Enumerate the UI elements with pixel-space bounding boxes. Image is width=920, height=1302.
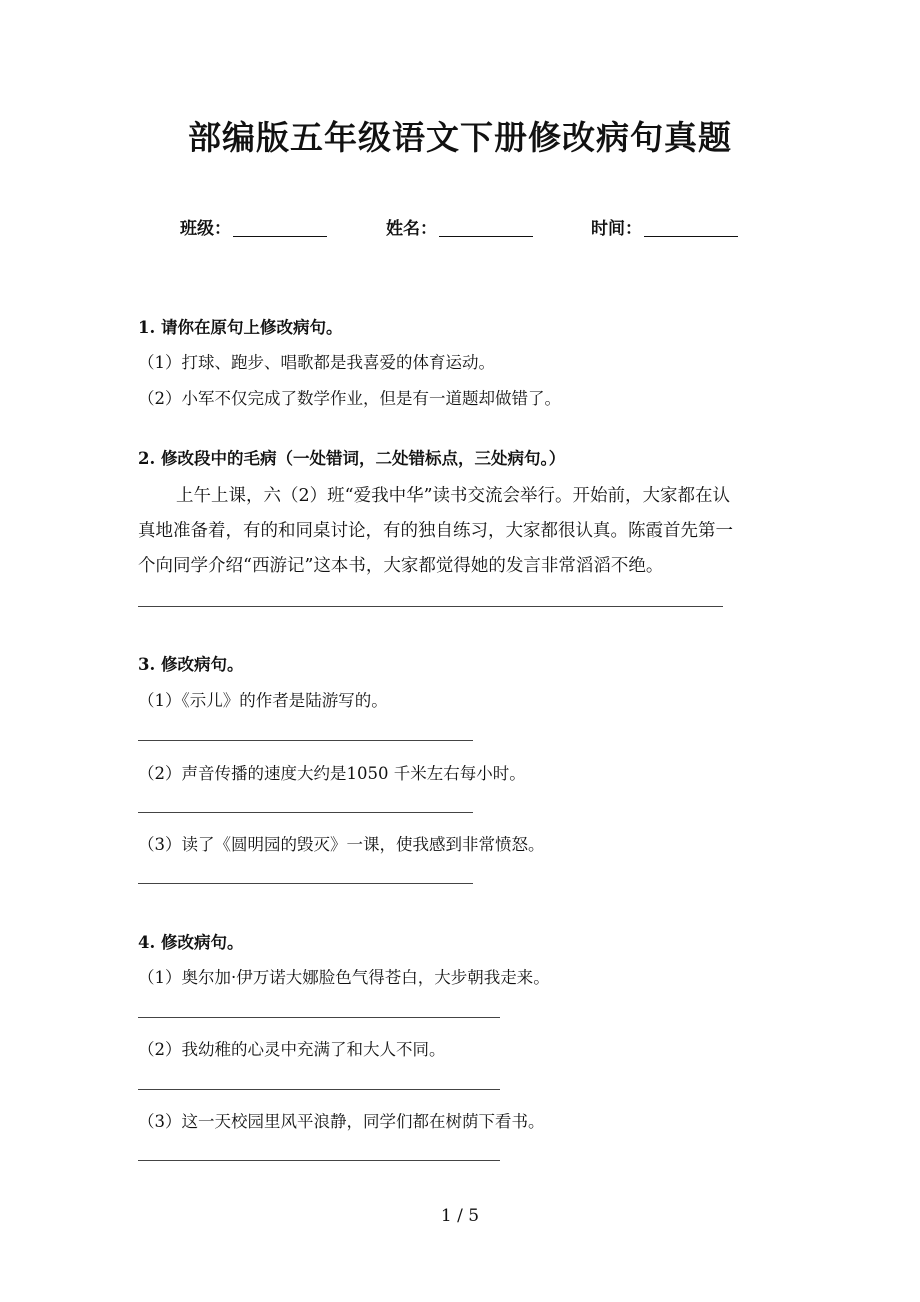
- class-label: 班级：: [180, 219, 231, 239]
- question-4-answer-line-3[interactable]: [138, 1160, 500, 1161]
- question-2-paragraph-line-1: 上午上课，六（2）班“爱我中华”读书交流会举行。开始前，大家都在认: [176, 486, 731, 506]
- question-4-item-3: （3）这一天校园里风平浪静，同学们都在树荫下看书。: [138, 1112, 545, 1131]
- question-2-answer-line[interactable]: [138, 606, 723, 607]
- question-3-heading: 3. 修改病句。: [138, 655, 244, 674]
- question-1-heading: 1. 请你在原句上修改病句。: [138, 318, 343, 337]
- question-3-item-1: （1）《示儿》的作者是陆游写的。: [138, 691, 388, 710]
- question-3-answer-line-3[interactable]: [138, 883, 473, 884]
- question-1-item-2: （2）小军不仅完成了数学作业，但是有一道题却做错了。: [138, 389, 561, 408]
- question-3-answer-line-2[interactable]: [138, 812, 473, 813]
- name-blank[interactable]: [439, 218, 533, 237]
- question-1-item-1: （1）打球、跑步、唱歌都是我喜爱的体育运动。: [138, 353, 495, 372]
- question-2-paragraph-line-3: 个向同学介绍“西游记”这本书，大家都觉得她的发言非常滔滔不绝。: [138, 556, 664, 576]
- page-number: 1 / 5: [440, 1206, 480, 1226]
- question-2-paragraph-line-2: 真地准备着，有的和同桌讨论，有的独自练习，大家都很认真。陈霞首先第一: [138, 521, 733, 541]
- question-4-item-2: （2）我幼稚的心灵中充满了和大人不同。: [138, 1040, 446, 1059]
- time-blank[interactable]: [644, 218, 738, 237]
- document-title: 部编版五年级语文下册修改病句真题: [188, 118, 732, 157]
- name-label: 姓名：: [386, 219, 437, 239]
- question-3-item-3: （3）读了《圆明园的毁灭》一课，使我感到非常愤怒。: [138, 835, 545, 854]
- question-4-heading: 4. 修改病句。: [138, 933, 244, 952]
- question-4-item-1: （1）奥尔加·伊万诺大娜脸色气得苍白，大步朝我走来。: [138, 968, 550, 987]
- class-field: [180, 214, 327, 239]
- time-label: 时间：: [591, 219, 642, 239]
- class-blank[interactable]: [233, 218, 327, 237]
- question-3-item-2: （2）声音传播的速度大约是1050 千米左右每小时。: [138, 764, 526, 783]
- name-field: [386, 214, 533, 239]
- question-3-answer-line-1[interactable]: [138, 740, 473, 741]
- question-2-heading: 2. 修改段中的毛病（一处错词，二处错标点，三处病句。）: [138, 449, 566, 468]
- time-field: [591, 214, 738, 239]
- question-4-answer-line-2[interactable]: [138, 1089, 500, 1090]
- question-4-answer-line-1[interactable]: [138, 1017, 500, 1018]
